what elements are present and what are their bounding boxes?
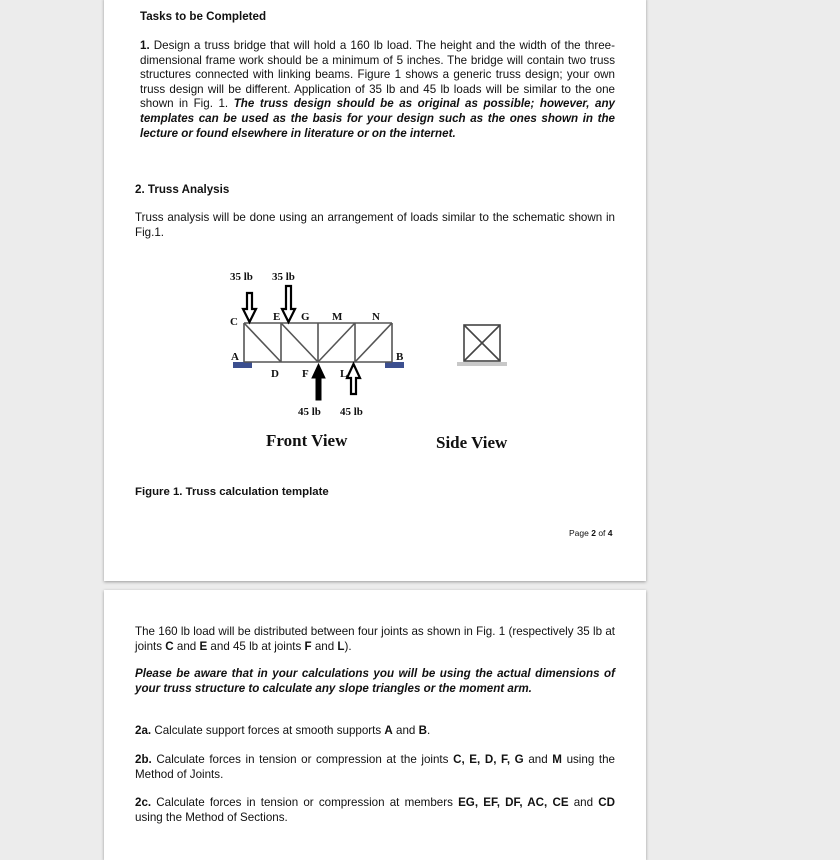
front-view-label: Front View xyxy=(266,431,348,450)
item-2c-and: and xyxy=(568,796,599,809)
joint-label-b: B xyxy=(396,351,404,363)
item-2a xyxy=(135,724,615,739)
item-2b-joint-m: M xyxy=(552,753,562,766)
item-2a-label: 2a. xyxy=(135,724,152,737)
item-2b-label: 2b. xyxy=(135,753,152,766)
intro-joint-c: C xyxy=(165,639,174,653)
load-arrow-down-c xyxy=(243,293,256,322)
item-2b-joints: C, E, D, F, G xyxy=(453,753,524,766)
item-2a-end: . xyxy=(426,724,431,737)
intro-joint-f: F xyxy=(304,639,312,653)
item-2c-end: using the Method of Sections. xyxy=(135,810,288,824)
section-2-heading: 2. Truss Analysis xyxy=(135,183,230,196)
item-2c-label: 2c. xyxy=(135,796,152,809)
side-view-label: Side View xyxy=(436,433,508,452)
figure-caption: Figure 1. Truss calculation template xyxy=(135,486,329,498)
page-number-current: 2 xyxy=(591,528,596,538)
item-2a-support-b: B xyxy=(418,724,427,737)
page-number-prefix: Page xyxy=(569,528,592,538)
truss-members xyxy=(244,323,392,362)
top-load-label-2: 35 lb xyxy=(272,271,295,283)
item-2c-text: Calculate forces in tension or compression at members xyxy=(151,796,459,809)
page-number-total: 4 xyxy=(607,528,613,538)
bottom-load-label-1: 45 lb xyxy=(298,406,321,418)
item-2b-text: Calculate forces in tension or compression at the joints xyxy=(151,753,454,766)
joint-label-l: L xyxy=(340,368,348,380)
joint-label-a: A xyxy=(231,351,239,363)
top-load-label-1: 35 lb xyxy=(230,271,253,283)
item-2a-support-a: A xyxy=(384,724,393,737)
intro-text-e: ). xyxy=(344,639,352,653)
item-2b xyxy=(135,753,615,782)
intro-text-b: and xyxy=(173,639,200,653)
document-page-3 xyxy=(104,590,646,860)
section-2-text: Truss analysis will be done using an arrangement of loads similar to the schematic shown in Fig.1. xyxy=(135,211,615,239)
item-2c xyxy=(135,796,615,825)
intro-joint-e: E xyxy=(199,639,208,653)
dimensions-warning: Please be aware that in your calculations you will be using the actual dimensions of your truss structure to calculate any slope triangles or the moment arm. xyxy=(135,667,615,695)
truss-side-view-diagram xyxy=(457,325,507,366)
load-arrow-down-e xyxy=(282,286,295,322)
page-number-middle: of xyxy=(595,528,608,538)
joint-label-c: C xyxy=(230,316,238,328)
tasks-heading: Tasks to be Completed xyxy=(140,10,267,23)
joint-label-m: M xyxy=(332,311,343,323)
item-2c-members: EG, EF, DF, AC, CE xyxy=(458,796,569,809)
joint-label-g: G xyxy=(301,311,310,323)
task-1-emphasis: The truss design should be as original as possible; however, any templates can be used as the basis for your design such as the ones shown in the lecture or found elsewhere in literature or on the internet. xyxy=(140,97,616,140)
task-1-number: 1. xyxy=(140,39,150,52)
intro-joint-l: L xyxy=(337,639,345,653)
intro-text-d: and xyxy=(311,639,338,653)
item-2a-and: and xyxy=(392,724,419,737)
item-2b-and: and xyxy=(523,753,553,766)
joint-label-e: E xyxy=(273,311,281,323)
page-number xyxy=(569,528,613,538)
bottom-load-label-2: 45 lb xyxy=(340,406,363,418)
item-2c-member-cd: CD xyxy=(598,796,615,809)
joint-label-f: F xyxy=(302,368,309,380)
intro-text-c: and 45 lb at joints xyxy=(207,639,305,653)
load-arrow-up-f xyxy=(312,364,325,400)
item-2a-text: Calculate support forces at smooth supports xyxy=(151,724,385,737)
item-2b-end: using the Method of Joints. xyxy=(135,753,616,781)
load-arrow-up-l xyxy=(347,364,360,394)
task-1-text: Design a truss bridge that will hold a 160 lb load. The height and the width of the three-dimensional frame work should be a minimum of 5 inches. The bridge will contain two truss structures connected with linking beams. Figure 1 shows a generic truss design; your own truss design will be different. Application of 35 lb and 45 lb loads will be similar to the one shown in Fig. 1. xyxy=(140,39,615,111)
document-page-2 xyxy=(104,0,646,581)
joint-label-d: D xyxy=(271,368,279,380)
intro-text-a: The 160 lb load will be distributed between four joints as shown in Fig. 1 (respectively 35 lb at joints xyxy=(135,625,615,653)
load-distribution-paragraph xyxy=(135,625,615,654)
joint-label-n: N xyxy=(372,311,380,323)
